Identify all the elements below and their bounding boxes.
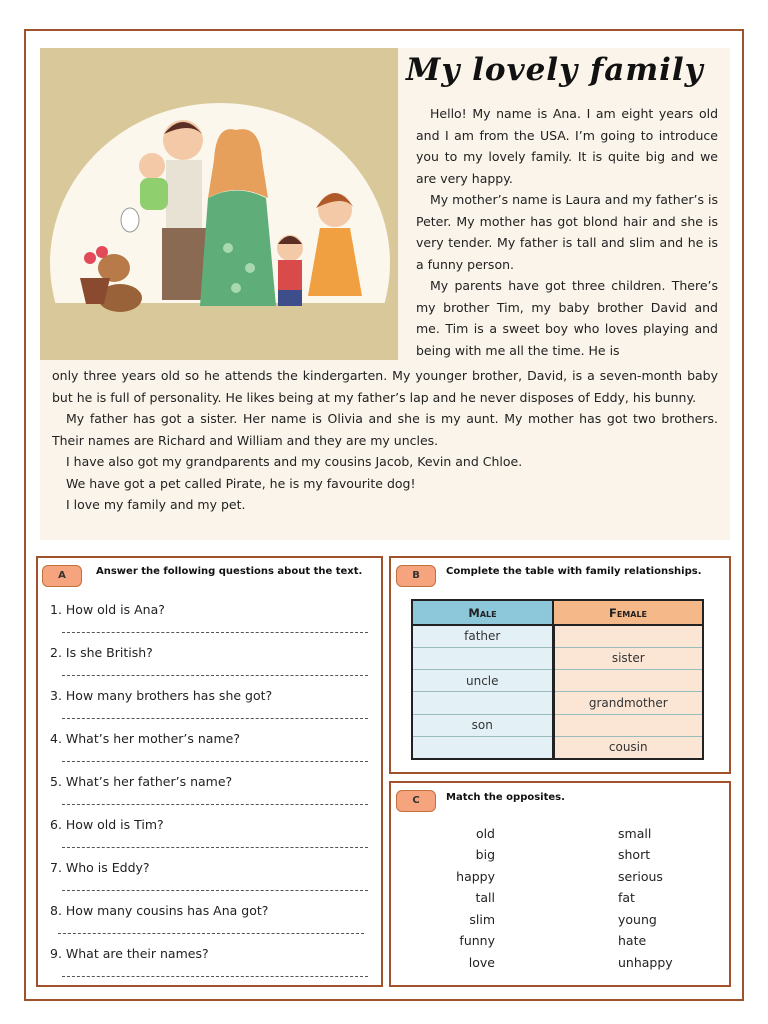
opposite-right[interactable]: serious (618, 869, 663, 884)
female-cell[interactable] (553, 714, 703, 736)
opposite-left[interactable]: happy (456, 869, 495, 884)
answer-line[interactable] (62, 890, 368, 891)
male-cell[interactable]: uncle (412, 670, 553, 692)
story-paragraph: I love my family and my pet. (66, 497, 246, 512)
table-row (412, 692, 703, 714)
question: 8. How many cousins has Ana got? (50, 903, 269, 918)
page-title: My lovely family (406, 52, 704, 88)
section-a-tag: A (42, 565, 82, 587)
family-illustration (40, 48, 398, 360)
table-row (412, 625, 703, 647)
story-full-text (52, 365, 718, 516)
story-paragraph: I have also got my grandparents and my cousins Jacob, Kevin and Chloe. (66, 454, 523, 469)
male-cell[interactable]: son (412, 714, 553, 736)
male-cell[interactable]: father (412, 625, 553, 647)
section-c-tag: C (396, 790, 436, 812)
opposite-right[interactable]: unhappy (618, 955, 673, 970)
story-paragraph: My father has got a sister. Her name is Olivia and she is my aunt. My mother has got two brothers. Their names are Richard and William and they are my uncles. (52, 411, 718, 448)
story-paragraph: My parents have got three children. There’s my brother Tim, my baby brother David and me. Tim is a sweet boy who loves playing and being with me all the time. He is (416, 278, 718, 358)
opposite-right[interactable]: small (618, 826, 652, 841)
section-c-instruction: Match the opposites. (446, 792, 565, 803)
answer-line[interactable] (62, 632, 368, 633)
male-header: Male (412, 600, 553, 625)
question: 2. Is she British? (50, 645, 153, 660)
answer-line[interactable] (62, 718, 368, 719)
table-row (412, 736, 703, 758)
female-cell[interactable]: grandmother (553, 692, 703, 714)
answer-line[interactable] (62, 976, 368, 977)
female-cell[interactable]: sister (553, 647, 703, 669)
female-header: Female (553, 600, 703, 625)
answer-line[interactable] (62, 761, 368, 762)
opposite-left[interactable]: funny (459, 933, 495, 948)
opposite-right[interactable]: fat (618, 890, 635, 905)
question: 4. What’s her mother’s name? (50, 731, 240, 746)
female-cell[interactable]: cousin (553, 736, 703, 758)
answer-line[interactable] (58, 933, 364, 934)
question: 5. What’s her father’s name? (50, 774, 233, 789)
section-b-instruction: Complete the table with family relationships. (446, 566, 702, 577)
question: 6. How old is Tim? (50, 817, 164, 832)
question: 3. How many brothers has she got? (50, 688, 273, 703)
section-b-tag: B (396, 565, 436, 587)
male-cell[interactable] (412, 692, 553, 714)
answer-line[interactable] (62, 804, 368, 805)
opposite-left[interactable]: big (475, 847, 495, 862)
answer-line[interactable] (62, 675, 368, 676)
story-paragraph: Hello! My name is Ana. I am eight years old and I am from the USA. I’m going to introduce you to my lovely family. It is quite big and we are very happy. (416, 106, 718, 186)
male-cell[interactable] (412, 736, 553, 758)
male-cell[interactable] (412, 647, 553, 669)
question: 1. How old is Ana? (50, 602, 165, 617)
question: 7. Who is Eddy? (50, 860, 150, 875)
opposite-left[interactable]: love (468, 955, 495, 970)
story-column-text (416, 103, 718, 361)
section-a-instruction: Answer the following questions about the text. (96, 566, 363, 577)
answer-line[interactable] (62, 847, 368, 848)
question: 9. What are their names? (50, 946, 209, 961)
table-row (412, 714, 703, 736)
opposite-right[interactable]: short (618, 847, 651, 862)
opposite-left[interactable]: slim (469, 912, 495, 927)
opposite-left[interactable]: tall (475, 890, 495, 905)
opposite-right[interactable]: young (618, 912, 657, 927)
opposite-right[interactable]: hate (618, 933, 647, 948)
table-row (412, 670, 703, 692)
female-cell[interactable] (553, 625, 703, 647)
opposite-left[interactable]: old (475, 826, 495, 841)
story-paragraph: We have got a pet called Pirate, he is my favourite dog! (66, 475, 416, 491)
relationships-table (411, 599, 704, 760)
section-a-box (36, 556, 383, 987)
female-cell[interactable] (553, 670, 703, 692)
story-paragraph: only three years old so he attends the kindergarten. My younger brother, David, is a seven-month baby but he is full of personality. He likes being at my father’s lap and he never disposes of Eddy, his bunny. (52, 368, 718, 405)
story-paragraph: My mother’s name is Laura and my father’s is Peter. My mother has got blond hair and she is very tender. My father is tall and slim and he is a funny person. (416, 192, 718, 272)
table-row (412, 647, 703, 669)
